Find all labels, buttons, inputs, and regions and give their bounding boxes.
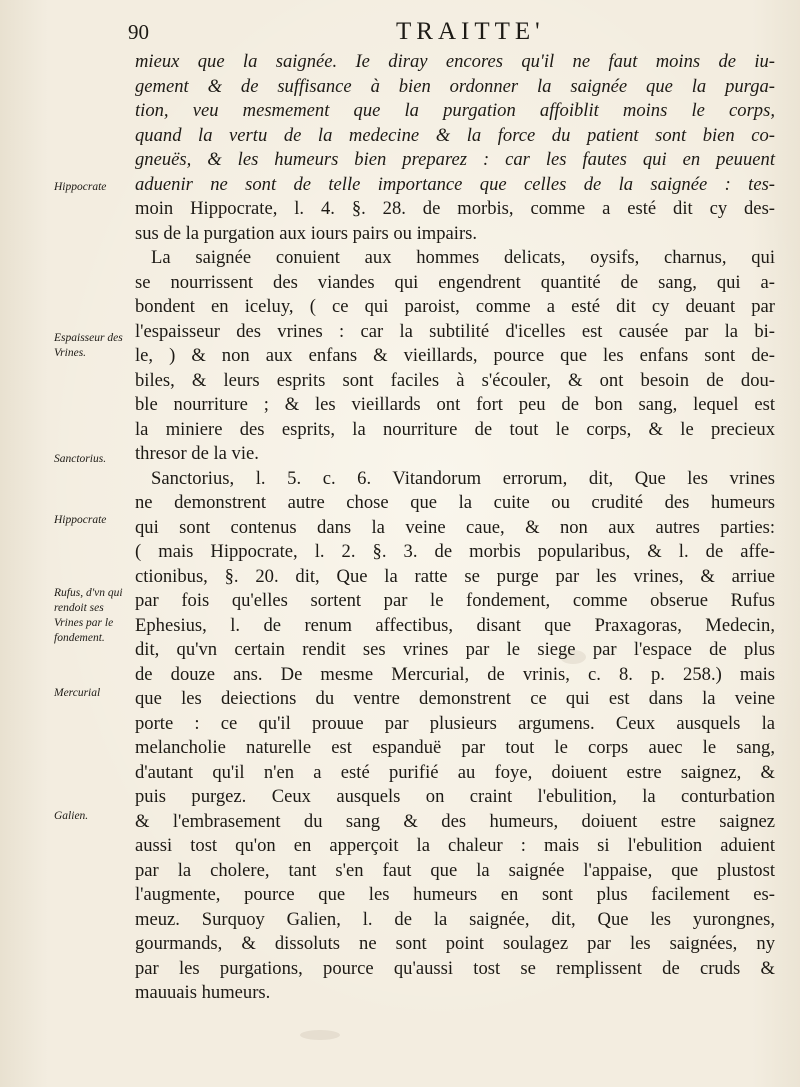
text-line: se nourrissent des viandes qui engendrent quantité de sang, qui a- — [135, 271, 775, 293]
margin-note-espaisseur: Espaisseur des Vrines. — [54, 332, 123, 359]
text-line: & l'embrasement du sang & des humeurs, doiuent estre saignez — [135, 810, 775, 832]
text-line: biles, & leurs esprits sont faciles à s'écouler, & ont besoin de dou- — [135, 369, 775, 391]
text-line: meuz. Surquoy Galien, l. de la saignée, dit, Que les yurongnes, — [135, 908, 775, 930]
text-line: que les deiections du ventre demonstrent ce qui est dans la veine — [135, 688, 775, 709]
text-line: de douze ans. De mesme Mercurial, de vrinis, c. 8. p. 258.) mais — [135, 663, 775, 685]
body-text — [135, 50, 775, 1006]
text-line: le, ) & non aux enfans & vieillards, pource que les enfans sont de- — [135, 345, 775, 366]
text-line: gement & de suffisance à bien ordonner la saignée que la purga- — [135, 75, 775, 97]
paper-stain — [300, 1030, 340, 1040]
text-line: d'autant qu'il n'en a esté purifié au foye, doiuent estre saignez, & — [135, 761, 775, 783]
page-header — [128, 16, 778, 52]
margin-note-hippocrate-2: Hippocrate — [54, 514, 107, 526]
text-line: par les purgations, pource qu'aussi tost se remplissent de cruds & — [135, 957, 775, 979]
margin-note-mercurial: Mercurial — [54, 687, 101, 699]
margin-note-galien: Galien. — [54, 810, 89, 822]
text-line: melancholie naturelle est espanduë par tout le corps auec le sang, — [135, 737, 775, 758]
text-line: tion, veu mesmement que la purgation affoiblit moins le corps, — [135, 100, 775, 121]
text-line: mauuais humeurs. — [135, 982, 271, 1003]
text-line: l'espaisseur des vrines : car la subtilité d'icelles est causée par la bi- — [135, 320, 775, 342]
text-line: gneuës, & les humeurs bien preparez : car les fautes qui en peuuent — [135, 149, 775, 170]
text-line: thresor de la vie. — [135, 443, 259, 464]
margin-note-hippocrate-1: Hippocrate — [54, 181, 107, 193]
text-line: aduenir ne sont de telle importance que celles de la saignée : tes- — [135, 173, 775, 195]
text-line: Ephesius, l. de renum affectibus, disant que Praxagoras, Medecin, — [135, 614, 775, 636]
text-line: sus de la purgation aux iours pairs ou impairs. — [135, 222, 478, 244]
text-line: par fois qu'elles sortent par le fondement, comme obserue Rufus — [135, 590, 775, 611]
margin-note-sanctorius: Sanctorius. — [54, 453, 107, 465]
text-line: gourmands, & dissoluts ne sont point soulagez par les saignées, ny — [135, 933, 775, 954]
text-line: la miniere des esprits, la nourriture de tout le corps, & le precieux — [135, 418, 775, 440]
page-number: 90 — [128, 20, 149, 44]
text-line: quand la vertu de la medecine & la force du patient sont bien co- — [135, 124, 775, 146]
text-line: dit, qu'vn certain rendit ses vrines par le siege par l'espace de plus — [135, 639, 775, 660]
text-line: Sanctorius, l. 5. c. 6. Vitandorum errorum, dit, Que les vrines — [151, 467, 775, 489]
text-line: puis purgez. Ceux ausquels on craint l'ebulition, la conturbation — [135, 786, 775, 807]
text-line: qui sont contenus dans la veine caue, & non aux autres parties: — [135, 516, 775, 538]
text-line: l'augmente, pource que les humeurs en sont plus facilement es- — [135, 884, 775, 905]
text-line: ne demonstrent autre chose que la cuite ou crudité des humeurs — [135, 492, 775, 513]
text-line: La saignée conuient aux hommes delicats, oysifs, charnus, qui — [151, 247, 775, 268]
text-line: ctionibus, §. 20. dit, Que la ratte se purge par les vrines, & arriue — [135, 565, 775, 587]
running-title: TRAITTE' — [396, 18, 545, 45]
margin-note-rufus: Rufus, d'vn qui rendoit ses Vrines par le fondement. — [54, 587, 123, 644]
text-line: par la cholere, tant s'en faut que la saignée l'appaise, que plustost — [135, 859, 775, 881]
text-line: mieux que la saignée. Ie diray encores qu'il ne faut moins de iu- — [135, 51, 775, 72]
text-line: porte : ce qu'il prouue par plusieurs argumens. Ceux ausquels la — [135, 712, 775, 734]
text-line: bondent en iceluy, ( ce qui paroist, comme a esté dit cy deuant par — [135, 296, 775, 317]
text-line: ( mais Hippocrate, l. 2. §. 3. de morbis popularibus, & l. de affe- — [135, 541, 775, 562]
text-line: moin Hippocrate, l. 4. §. 28. de morbis, comme a esté dit cy des- — [135, 198, 775, 219]
text-line: aussi tost qu'on en apperçoit la chaleur : mais si l'ebulition aduient — [135, 835, 775, 856]
text-line: ble nourriture ; & les vieillards ont fort peu de bon sang, lequel est — [135, 394, 775, 415]
